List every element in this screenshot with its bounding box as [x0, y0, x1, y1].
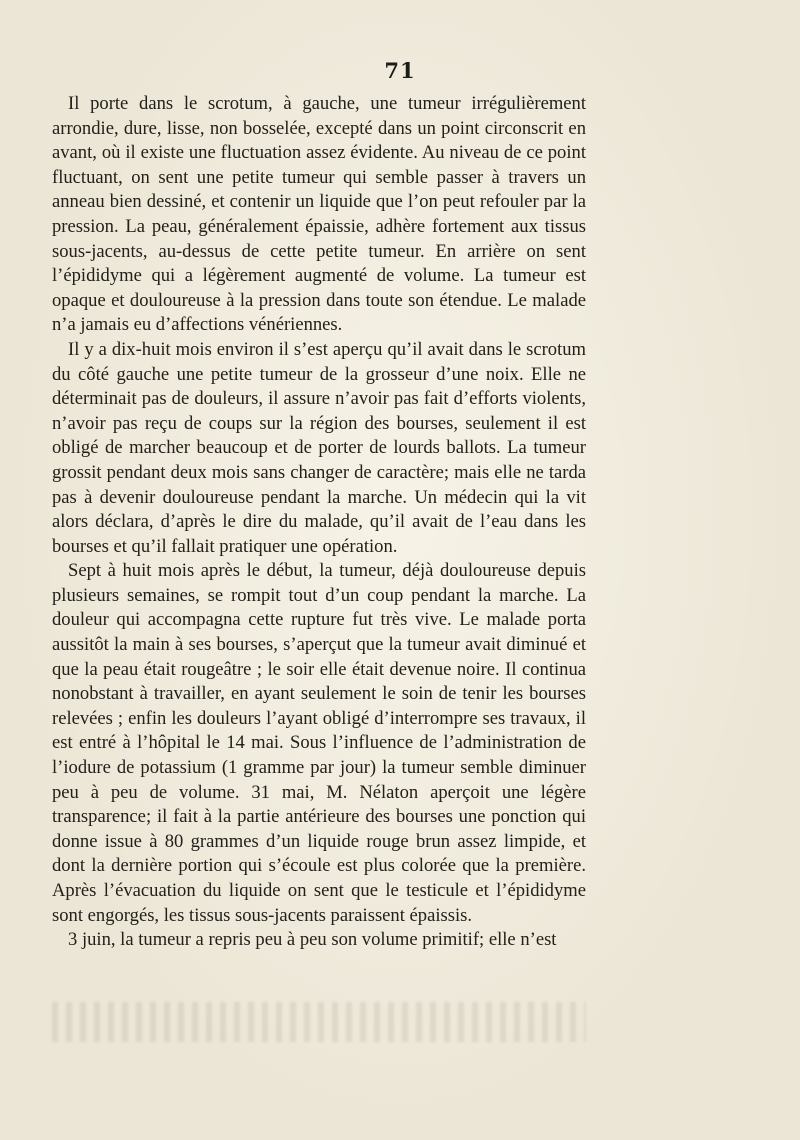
show-through-shadow — [52, 1002, 586, 1042]
paragraph-3: Sept à huit mois après le début, la tumeur, déjà douloureuse depuis plusieurs semaines, se rompit tout d’un coup pendant la marche. La douleur qui accompagna cette rupture fut très vive. Le malade porta aussitôt la main à ses bourses, s’aperçut que la tumeur avait diminué et que la peau était rougeâtre ; le soir elle était devenue noire. Il continua nonobstant à travailler, en ayant seulement le soin de tenir les bourses relevées ; enfin les douleurs l’ayant obligé d’interrompre ses travaux, il est entré à l’hôpital le 14 mai. Sous l’influence de l’administration de l’iodure de potassium (1 gramme par jour) la tumeur semble diminuer peu à peu de volume. 31 mai, M. Nélaton aperçoit une légère transparence; il fait à la partie antérieure des bourses une ponction qui donne issue à 80 grammes d’un liquide rouge brun assez limpide, et dont la dernière portion qui s’écoule est plus colorée que la première. Après l’évacuation du liquide on sent que le testicule et l’épididyme sont engorgés, les tissus sous-jacents paraissent épaissis. — [52, 560, 586, 926]
page-number: 71 — [384, 58, 416, 83]
paragraph-1: Il porte dans le scrotum, à gauche, une tumeur irrégulièrement arrondie, dure, lisse, non bosselée, excepté dans un point circonscrit en avant, où il existe une fluctuation assez évidente. Au niveau de ce point fluctuant, on sent une petite tumeur qui semble passer à travers un anneau bien dessiné, et contenir un liquide que l’on peut refouler par la pression. La peau, généralement épaissie, adhère fortement aux tissus sous-jacents, au-dessus de cette petite tumeur. En arrière on sent l’épididyme qui a légèrement augmenté de volume. La tumeur est opaque et douloureuse à la pression dans toute son étendue. Le malade n’a jamais eu d’affections vénériennes. — [52, 93, 586, 336]
body-text — [52, 92, 586, 953]
paragraph-4: 3 juin, la tumeur a repris peu à peu son volume primitif; elle n’est — [68, 929, 557, 951]
paragraph-2: Il y a dix-huit mois environ il s’est aperçu qu’il avait dans le scrotum du côté gauche une petite tumeur de la grosseur d’une noix. Elle ne déterminait pas de douleurs, il assure n’avoir pas fait d’efforts violents, n’avoir pas reçu de coups sur la région des bourses, seulement il est obligé de marcher beaucoup et de porter de lourds ballots. La tumeur grossit pendant deux mois sans changer de caractère; mais elle ne tarda pas à devenir douloureuse pendant la marche. Un médecin qui la vit alors déclara, d’après le dire du malade, qu’il avait de l’eau dans les bourses et qu’il fallait pratiquer une opération. — [52, 338, 586, 557]
